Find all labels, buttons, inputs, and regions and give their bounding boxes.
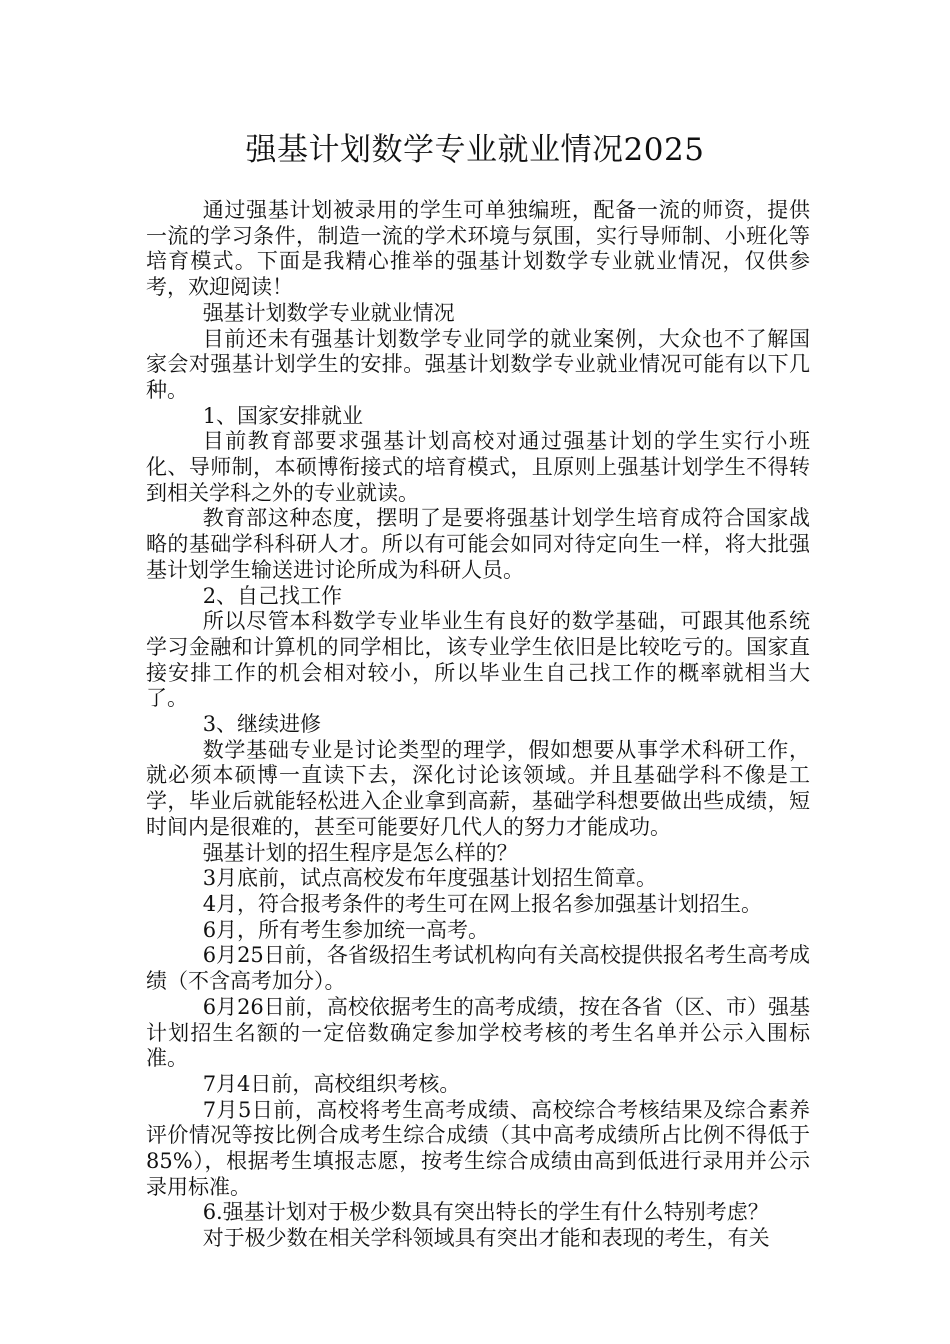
section-heading: 强基计划数学专业就业情况 (202, 300, 455, 325)
subsection-heading: 2、自己找工作 (202, 583, 343, 608)
timeline-item: 6月25日前，各省级招生考试机构向有关高校提供报名考生高考成绩（不含高考加分）。 (146, 943, 810, 994)
body-paragraph: 所以尽管本科数学专业毕业生有良好的数学基础，可跟其他系统学习金融和计算机的同学相比，该专业学生依旧是比较吃亏的。国家直接安排工作的机会相对较小，所以毕业生自己找工作的概率就相当大了。 (146, 609, 810, 711)
subsection-heading: 3、继续进修 (202, 712, 322, 737)
timeline-item: 3月底前，试点高校发布年度强基计划招生简章。 (202, 866, 658, 891)
document-title: 强基计划数学专业就业情况2025 (245, 132, 705, 168)
section-heading: 6.强基计划对于极少数具有突出特长的学生有什么特别考虑？ (202, 1200, 769, 1225)
body-paragraph: 目前教育部要求强基计划高校对通过强基计划的学生实行小班化、导师制，本硕博衔接式的培育模式，且原则上强基计划学生不得转到相关学科之外的专业就读。 (146, 429, 810, 505)
section-heading: 强基计划的招生程序是怎么样的？ (202, 840, 518, 865)
timeline-item: 6月，所有考生参加统一高考。 (202, 917, 490, 942)
subsection-heading: 1、国家安排就业 (202, 403, 364, 428)
timeline-item: 4月，符合报考条件的考生可在网上报名参加强基计划招生。 (202, 891, 763, 916)
body-paragraph: 对于极少数在相关学科领域具有突出才能和表现的考生，有关 (202, 1226, 770, 1251)
body-paragraph: 教育部这种态度，摆明了是要将强基计划学生培育成符合国家战略的基础学科科研人才。所以有可能会如同对待定向生一样，将大批强基计划学生输送进讨论所成为科研人员。 (146, 506, 810, 582)
timeline-item: 7月5日前，高校将考生高考成绩、高校综合考核结果及综合素养评价情况等按比例合成考生综合成绩（其中高考成绩所占比例不得低于85%），根据考生填报志愿，按考生综合成绩由高到低进行录用并公示录用标准。 (146, 1097, 810, 1199)
document-body (146, 198, 810, 1252)
body-paragraph: 数学基础专业是讨论类型的理学，假如想要从事学术科研工作，就必须本硕博一直读下去，深化讨论该领域。并且基础学科不像是工学，毕业后就能轻松进入企业拿到高薪，基础学科想要做出些成绩，短时间内是很难的，甚至可能要好几代人的努力才能成功。 (146, 737, 810, 839)
body-paragraph: 目前还未有强基计划数学专业同学的就业案例，大众也不了解国家会对强基计划学生的安排。强基计划数学专业就业情况可能有以下几种。 (146, 326, 810, 402)
timeline-item: 6月26日前，高校依据考生的高考成绩，按在各省（区、市）强基计划招生名额的一定倍数确定参加学校考核的考生名单并公示入围标准。 (146, 994, 810, 1071)
timeline-item: 7月4日前，高校组织考核。 (202, 1071, 461, 1096)
intro-paragraph: 通过强基计划被录用的学生可单独编班，配备一流的师资，提供一流的学习条件，制造一流的学术环境与氛围，实行导师制、小班化等培育模式。下面是我精心推举的强基计划数学专业就业情况，仅供参考，欢迎阅读！ (146, 198, 810, 300)
